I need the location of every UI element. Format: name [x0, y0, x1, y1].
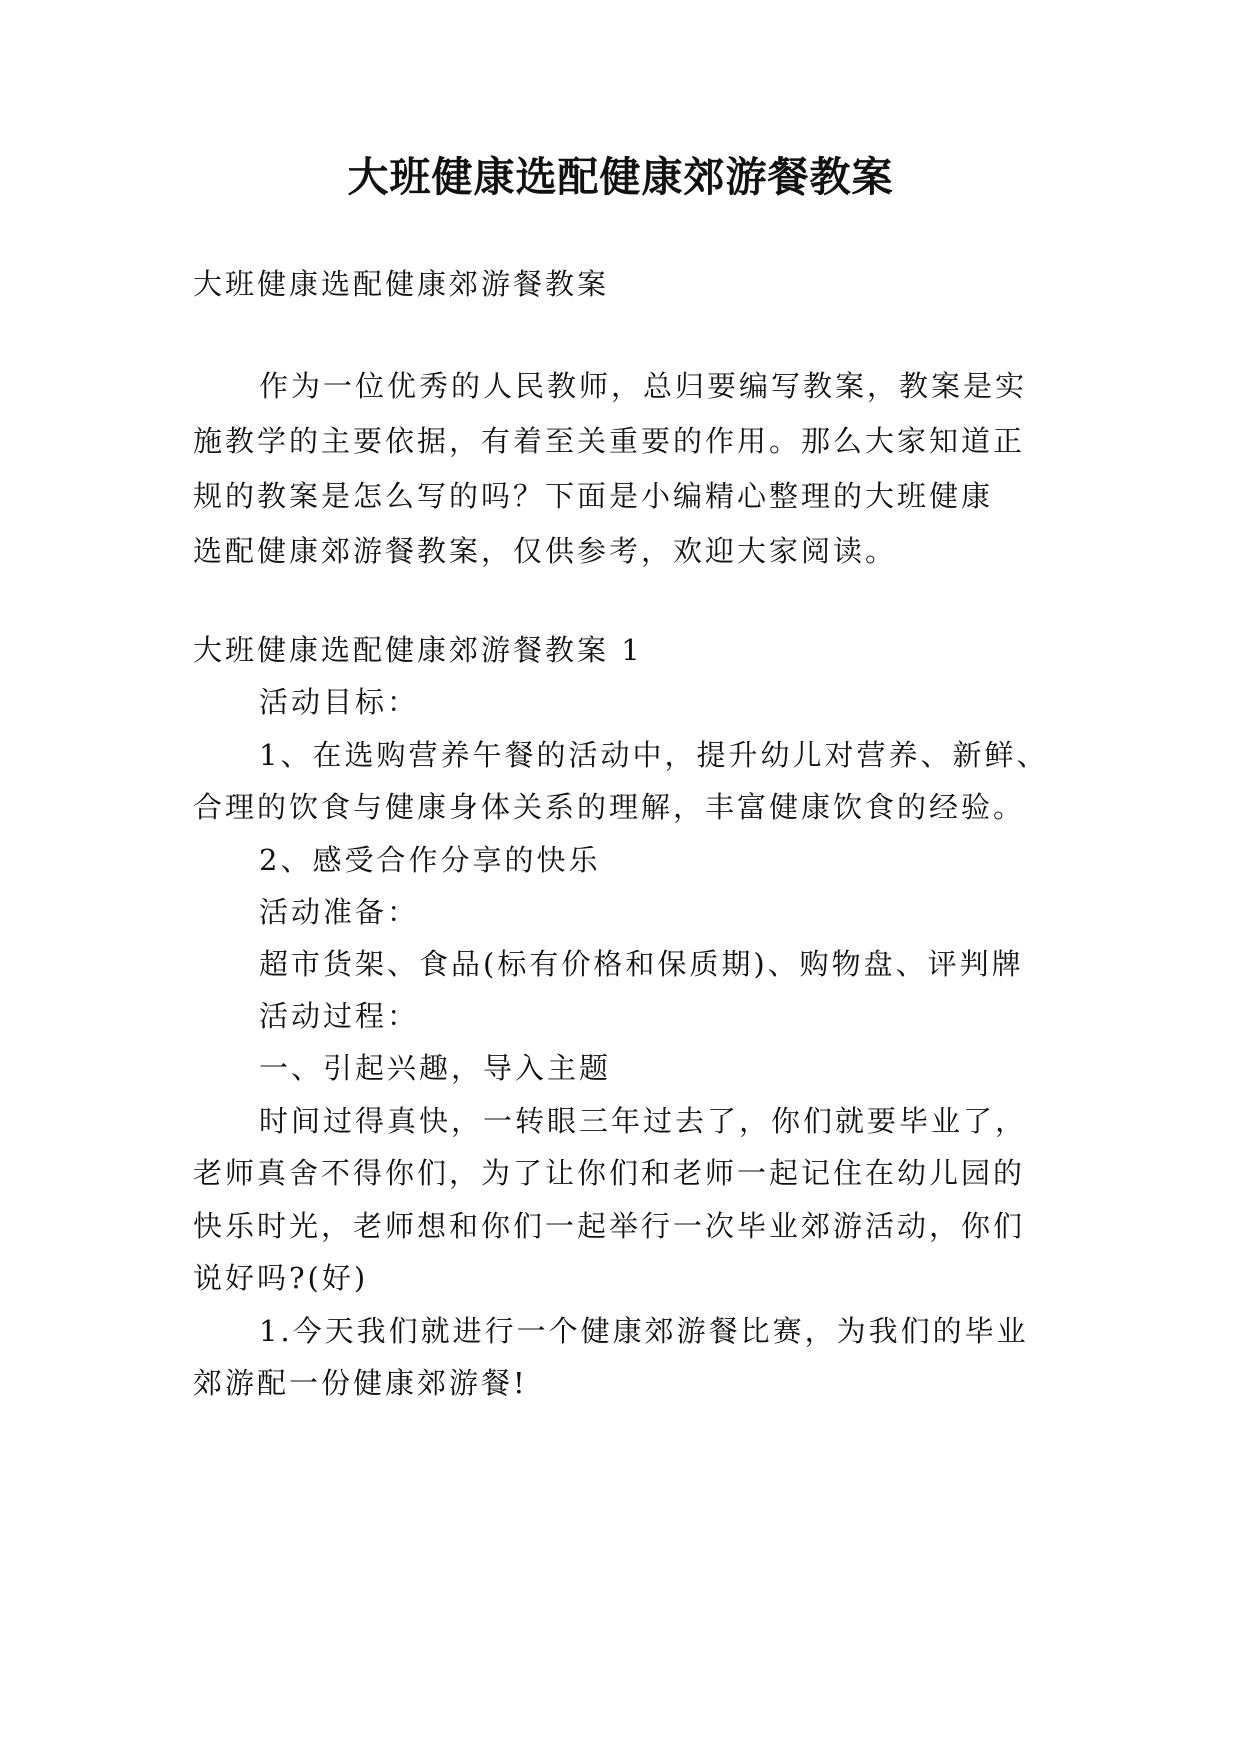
section-heading: 大班健康选配健康郊游餐教案 1 — [193, 633, 643, 667]
body-line-paragraph-1d: 说好吗?(好) — [193, 1261, 369, 1295]
body-line-step-1-heading: 一、引起兴趣，导入主题 — [259, 1051, 612, 1085]
document-subtitle: 大班健康选配健康郊游餐教案 — [193, 267, 610, 301]
body-line-preparation-items: 超市货架、食品(标有价格和保质期)、购物盘、评判牌 — [259, 947, 1024, 981]
body-line-objectives-label: 活动目标： — [259, 685, 420, 719]
body-line-objective-2: 2、感受合作分享的快乐 — [259, 843, 601, 877]
body-line-paragraph-1c: 快乐时光，老师想和你们一起举行一次毕业郊游活动，你们 — [193, 1209, 1026, 1243]
body-line-objective-1a: 1、在选购营养午餐的活动中，提升幼儿对营养、新鲜、 — [259, 738, 1049, 772]
body-line-paragraph-1b: 老师真舍不得你们，为了让你们和老师一起记住在幼儿园的 — [193, 1156, 1026, 1190]
intro-line-3: 规的教案是怎么写的吗？下面是小编精心整理的大班健康 — [193, 479, 994, 513]
body-line-process-label: 活动过程： — [259, 999, 420, 1033]
body-line-paragraph-1a: 时间过得真快，一转眼三年过去了，你们就要毕业了， — [259, 1104, 1028, 1138]
document-title: 大班健康选配健康郊游餐教案 — [347, 153, 894, 201]
body-line-preparation-label: 活动准备： — [259, 895, 420, 929]
body-line-paragraph-2b: 郊游配一份健康郊游餐! — [193, 1366, 528, 1400]
intro-line-2: 施教学的主要依据，有着至关重要的作用。那么大家知道正 — [193, 424, 1026, 458]
body-line-paragraph-2a: 1.今天我们就进行一个健康郊游餐比赛，为我们的毕业 — [259, 1314, 1029, 1348]
intro-line-4: 选配健康郊游餐教案，仅供参考，欢迎大家阅读。 — [193, 534, 898, 568]
intro-line-1: 作为一位优秀的人民教师，总归要编写教案，教案是实 — [259, 369, 1028, 403]
body-line-objective-1b: 合理的饮食与健康身体关系的理解，丰富健康饮食的经验。 — [193, 790, 1026, 824]
